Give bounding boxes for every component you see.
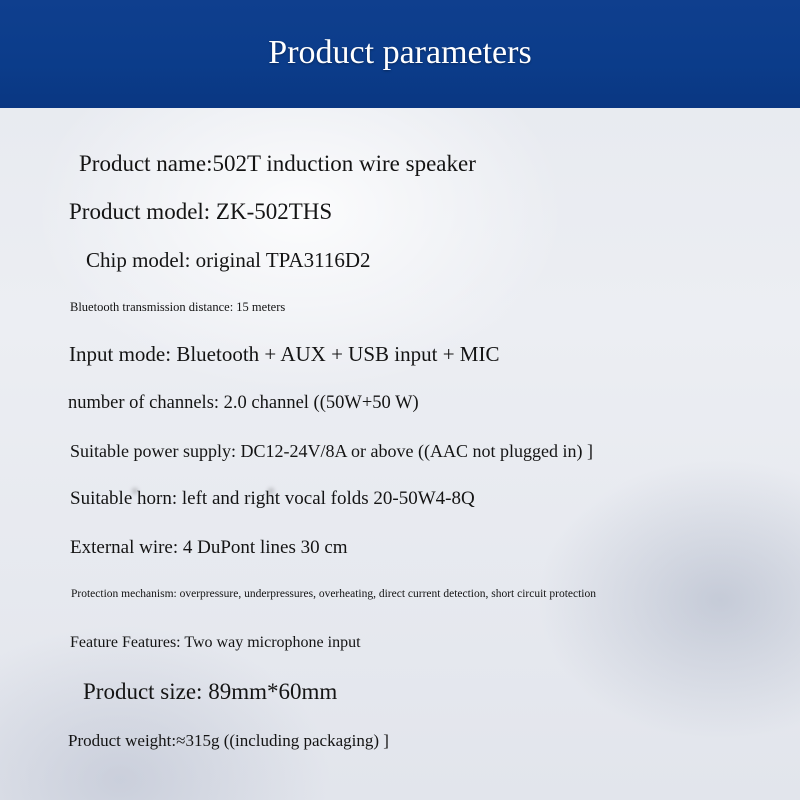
spec-product-model: Product model: ZK-502THS — [69, 199, 333, 224]
image-artifact — [132, 488, 138, 494]
spec-horn: Suitable horn: left and right vocal folds 20-50W4-8Q — [70, 488, 475, 509]
spec-bluetooth-distance: Bluetooth transmission distance: 15 meters — [70, 300, 286, 314]
spec-product-size: Product size: 89mm*60mm — [83, 679, 338, 704]
spec-chip-model: Chip model: original TPA3116D2 — [86, 248, 371, 272]
spec-input-mode: Input mode: Bluetooth + AUX + USB input + MIC — [69, 342, 500, 366]
header-banner — [0, 0, 800, 108]
spec-protection: Protection mechanism: overpressure, underpressures, overheating, direct current detection, short circuit protection — [71, 588, 596, 600]
page-title: Product parameters — [268, 34, 532, 71]
spec-external-wire: External wire: 4 DuPont lines 30 cm — [70, 537, 348, 558]
spec-features: Feature Features: Two way microphone input — [70, 634, 361, 651]
spec-channels: number of channels: 2.0 channel ((50W+50 W) — [68, 393, 419, 413]
spec-product-name: Product name:502T induction wire speaker — [79, 151, 476, 176]
spec-power-supply: Suitable power supply: DC12-24V/8A or above ((AAC not plugged in) ] — [70, 441, 593, 461]
image-artifact — [268, 488, 274, 494]
spec-product-weight: Product weight:≈315g ((including packaging) ] — [68, 731, 389, 750]
